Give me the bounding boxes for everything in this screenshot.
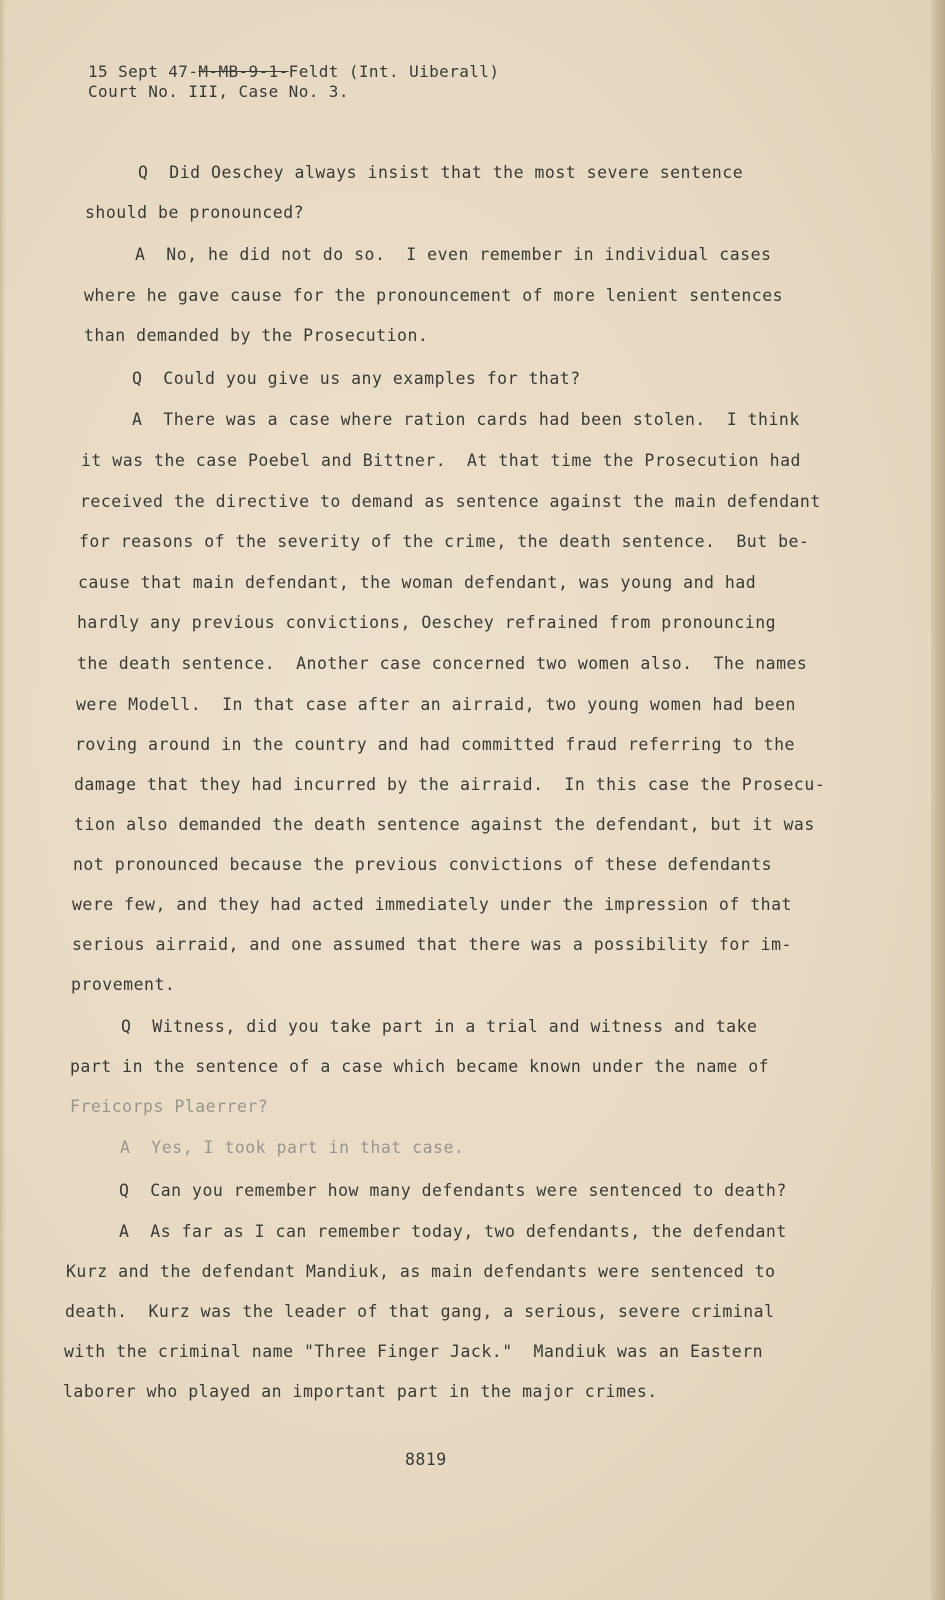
body-line: Q Can you remember how many defendants were sentenced to death? <box>119 1181 787 1200</box>
document-header <box>88 62 499 102</box>
body-line: Kurz and the defendant Mandiuk, as main defendants were sentenced to <box>66 1262 776 1281</box>
body-line: for reasons of the severity of the crime, the death sentence. But be- <box>79 532 810 551</box>
body-line: A As far as I can remember today, two defendants, the defendant <box>119 1222 787 1241</box>
body-line: Q Witness, did you take part in a trial and witness and take <box>121 1017 758 1036</box>
header-date: 15 Sept 47- <box>88 62 199 81</box>
body-line: should be pronounced? <box>85 203 305 222</box>
body-line: damage that they had incurred by the airraid. In this case the Prosecu- <box>74 775 826 794</box>
header-reference: Feldt (Int. Uiberall) <box>288 62 500 81</box>
body-line: laborer who played an important part in the major crimes. <box>63 1382 658 1401</box>
body-line: the death sentence. Another case concerned two women also. The names <box>77 654 808 673</box>
body-line: A No, he did not do so. I even remember in individual cases <box>135 245 772 264</box>
body-line: Q Did Oeschey always insist that the most severe sentence <box>138 163 744 182</box>
page-right-edge <box>931 0 945 1600</box>
body-line: roving around in the country and had committed fraud referring to the <box>75 735 795 754</box>
header-line-1 <box>88 62 499 82</box>
body-line: death. Kurz was the leader of that gang, a serious, severe criminal <box>65 1302 775 1321</box>
body-line: Freicorps Plaerrer? <box>70 1097 269 1116</box>
body-line: where he gave cause for the pronouncement of more lenient sentences <box>84 286 784 305</box>
body-line: it was the case Poebel and Bittner. At that time the Prosecution had <box>81 451 801 470</box>
body-line: received the directive to demand as sentence against the main defendant <box>80 492 821 511</box>
body-line: Q Could you give us any examples for that? <box>132 369 581 388</box>
body-line: A Yes, I took part in that case. <box>120 1138 465 1157</box>
page-left-edge <box>0 0 6 1600</box>
body-line: part in the sentence of a case which became known under the name of <box>70 1057 770 1076</box>
body-line: A There was a case where ration cards had been stolen. I think <box>132 410 800 429</box>
header-line-2: Court No. III, Case No. 3. <box>88 82 349 101</box>
body-line: not pronounced because the previous convictions of these defendants <box>73 855 773 874</box>
page-number: 8819 <box>405 1450 447 1469</box>
body-line: were Modell. In that case after an airraid, two young women had been <box>76 695 796 714</box>
body-line: than demanded by the Prosecution. <box>84 326 429 345</box>
body-line: cause that main defendant, the woman defendant, was young and had <box>78 573 757 592</box>
body-line: provement. <box>71 975 176 994</box>
body-line: serious airraid, and one assumed that there was a possibility for im- <box>72 935 792 954</box>
body-line: with the criminal name "Three Finger Jack." Mandiuk was an Eastern <box>64 1342 764 1361</box>
header-struck-code: M-MB-9-1- <box>198 62 289 81</box>
body-line: were few, and they had acted immediately under the impression of that <box>72 895 792 914</box>
body-line: tion also demanded the death sentence against the defendant, but it was <box>74 815 815 834</box>
body-line: hardly any previous convictions, Oeschey refrained from pronouncing <box>77 613 777 632</box>
